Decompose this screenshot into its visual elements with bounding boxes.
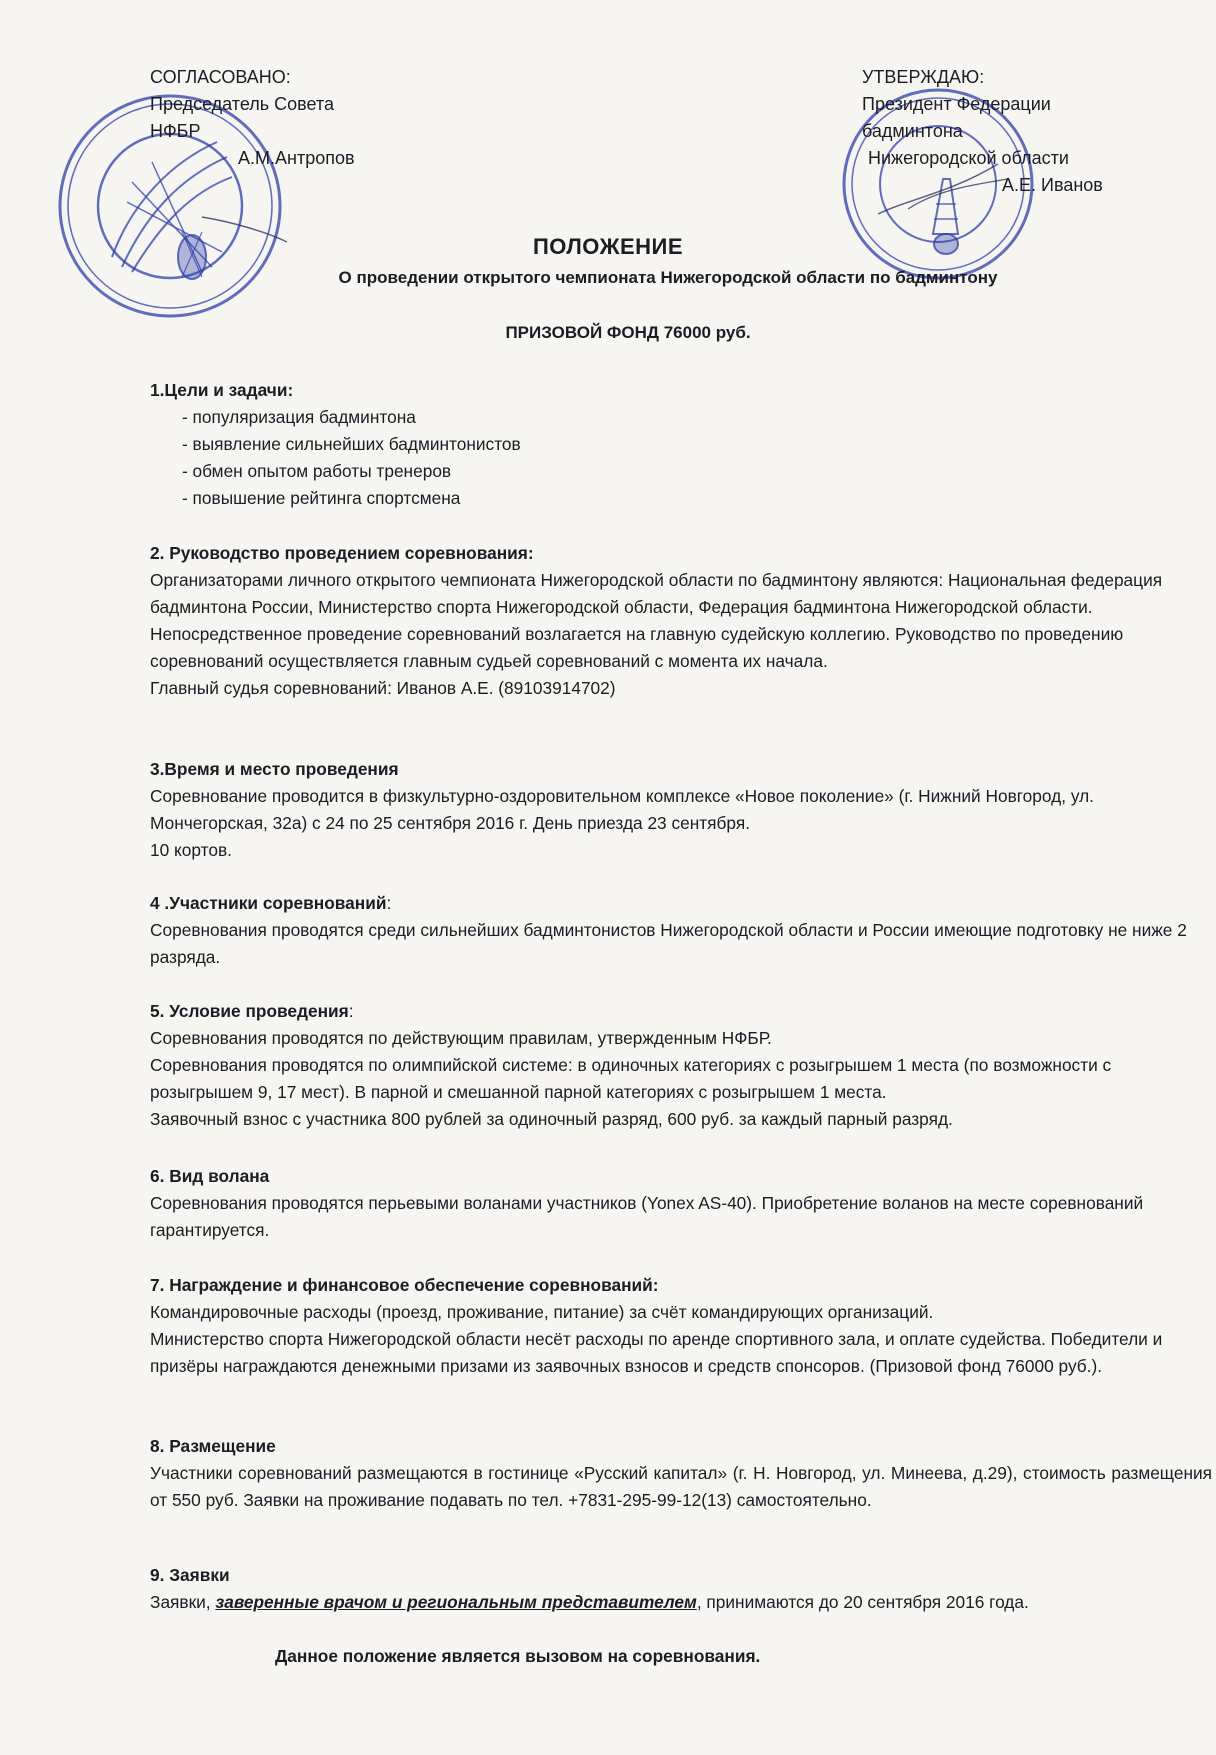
- document-title: ПОЛОЖЕНИЕ: [532, 234, 684, 259]
- applications-suffix: , принимаются до 20 сентября 2016 года.: [696, 1592, 1029, 1612]
- chief-judge: Главный судья соревнований: Иванов А.Е. (89103914702): [150, 678, 616, 698]
- section-heading-wrap: 4 .Участники соревнований:: [150, 893, 392, 913]
- courts-count: 10 кортов.: [150, 840, 232, 860]
- section-goals: [150, 377, 1210, 512]
- approval-org: НФБР: [150, 121, 201, 141]
- signature-line: [150, 145, 355, 172]
- approval-position-line3: Нижегородской области: [868, 148, 1069, 168]
- approval-label: УТВЕРЖДАЮ:: [862, 67, 985, 87]
- document-subtitle: О проведении открытого чемпионата Нижегородской области по бадминтону: [338, 268, 998, 287]
- list-item: - обмен опытом работы тренеров: [182, 461, 452, 481]
- goals-list: [150, 404, 1210, 512]
- applications-emphasis: заверенные врачом и региональным представителем: [215, 1592, 697, 1612]
- section-text: Соревнования проводятся по олимпийской системе: в одиночных категориях с розыгрышем 1 места (по возможности с розыгрышем 9, 17 мест). В парной и смешанной парной категориях с розыгрышем 1 места.: [150, 1055, 1112, 1102]
- section-text: Министерство спорта Нижегородской области несёт расходы по аренде спортивного зала, и оплате судейства. Победители и призёры награждаются денежными призами из заявочных взносов и средств спонсоров. (Призовой фонд 76000 руб.).: [150, 1329, 1163, 1376]
- approval-position-line2: бадминтона: [862, 121, 963, 141]
- section-participants: [150, 890, 1210, 971]
- section-awards: [150, 1272, 1210, 1380]
- section-heading: 5. Условие проведения: [150, 1001, 349, 1021]
- approval-position-line1: Президент Федерации: [862, 94, 1051, 114]
- section-heading-wrap: 5. Условие проведения:: [150, 1001, 354, 1021]
- applications-prefix: Заявки,: [150, 1592, 216, 1612]
- prize-fund: ПРИЗОВОЙ ФОНД 76000 руб.: [505, 323, 751, 342]
- section-heading: 2. Руководство проведением соревнования:: [150, 543, 534, 563]
- section-management: [150, 540, 1210, 702]
- approval-position: Председатель Совета: [150, 94, 334, 114]
- section-text: Участники соревнований размещаются в гостинице «Русский капитал» (г. Н. Новгород, ул. Минеева, д.29), стоимость размещения от 550 руб. Заявки на проживание подавать по тел. +7831-295-99-12(13) самостоятельно.: [150, 1463, 1212, 1510]
- section-text: Заявочный взнос с участника 800 рублей за одиночный разряд, 600 руб. за каждый парный разряд.: [150, 1109, 953, 1129]
- list-item: - популяризация бадминтона: [182, 407, 416, 427]
- section-applications: [150, 1562, 1210, 1616]
- section-heading: 4 .Участники соревнований: [150, 893, 387, 913]
- section-shuttle: [150, 1163, 1210, 1244]
- section-heading: 6. Вид волана: [150, 1166, 270, 1186]
- section-heading: 3.Время и место проведения: [150, 759, 399, 779]
- section-text: Соревнования проводятся среди сильнейших бадминтонистов Нижегородской области и России имеющие подготовку не ниже 2 разряда.: [150, 920, 1187, 967]
- signature-name: А.М.Антропов: [238, 148, 355, 168]
- approval-block-right: [862, 64, 1103, 199]
- section-text: Соревнования проводятся по действующим правилам, утвержденным НФБР.: [150, 1028, 772, 1048]
- closing-note: Данное положение является вызовом на соревнования.: [275, 1646, 761, 1666]
- section-conditions: [150, 998, 1210, 1133]
- section-text: Соревнования проводятся перьевыми воланами участников (Yonex AS-40). Приобретение воланов на месте соревнований гарантируется.: [150, 1193, 1144, 1240]
- section-heading: 7. Награждение и финансовое обеспечение соревнований:: [150, 1275, 659, 1295]
- section-text: Организаторами личного открытого чемпионата Нижегородской области по бадминтону являются: Национальная федерация бадминтона России, Министерство спорта Нижегородской области, Федерация бадминтона Нижегородской области. Непосредственное проведение соревнований возлагается на главную судейскую коллегию. Руководство по проведению соревнований осуществляется главным судьей соревнований с момента их начала.: [150, 570, 1163, 671]
- section-heading: 8. Размещение: [150, 1436, 276, 1456]
- section-heading: 9. Заявки: [150, 1565, 230, 1585]
- approval-block-left: [150, 64, 355, 172]
- section-accommodation: [150, 1433, 1210, 1514]
- section-text: Командировочные расходы (проезд, проживание, питание) за счёт командирующих организаций.: [150, 1302, 934, 1322]
- approval-label: СОГЛАСОВАНО:: [150, 67, 291, 87]
- section-text: Соревнование проводится в физкультурно-оздоровительном комплексе «Новое поколение» (г. Нижний Новгород, ул. Мончегорская, 32а) с 24 по 25 сентября 2016 г. День приезда 23 сентября.: [150, 786, 1094, 833]
- list-item: - повышение рейтинга спортсмена: [182, 488, 461, 508]
- section-time-place: [150, 756, 1210, 864]
- list-item: - выявление сильнейших бадминтонистов: [182, 434, 521, 454]
- signature-line: [862, 172, 1103, 199]
- signature-name: А.Е. Иванов: [1002, 175, 1103, 195]
- applications-text: [150, 1589, 1210, 1616]
- section-heading: 1.Цели и задачи:: [150, 380, 294, 400]
